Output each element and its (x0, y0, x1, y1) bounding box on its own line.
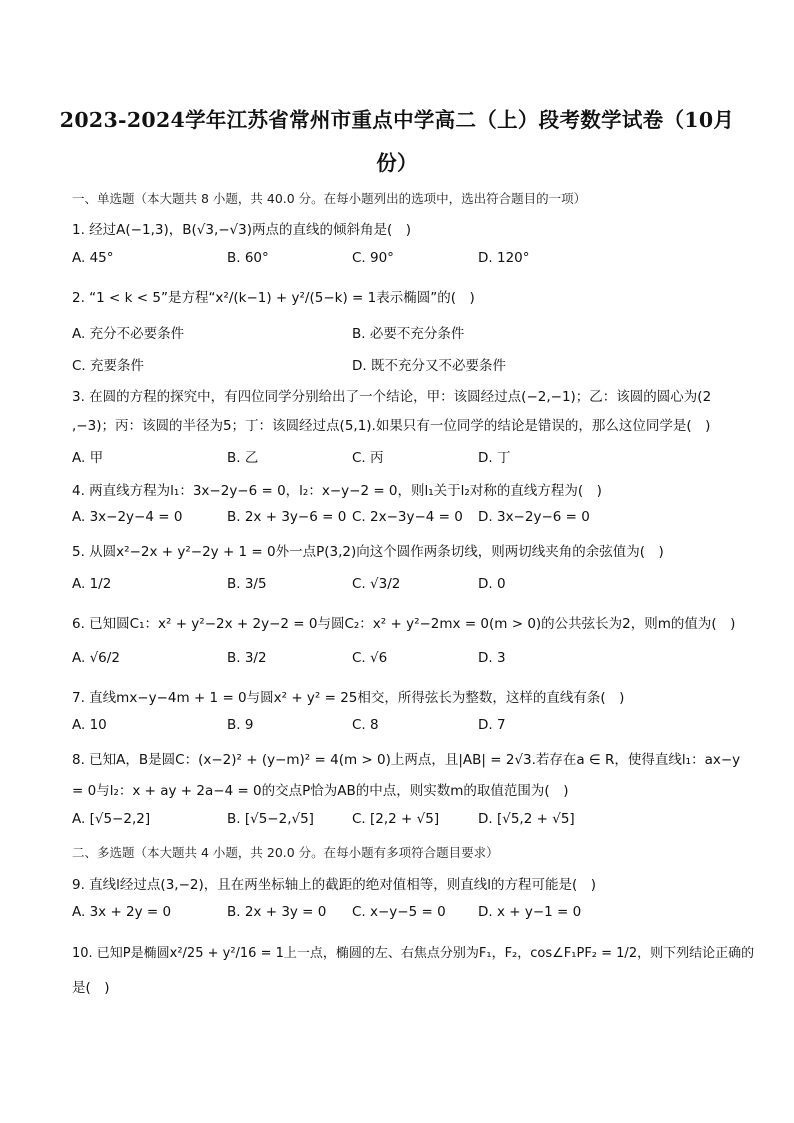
question-1-text: 1. 经过A(−1,3)，B(√3,−√3)两点的直线的倾斜角是( ) (72, 222, 412, 238)
section-multiple-choice-header: 二、多选题（本大题共 4 小题，共 20.0 分。在每小题有多项符合题目要求） (72, 845, 499, 860)
question-1-option-d: D. 120° (478, 250, 530, 266)
question-2-option-b: B. 必要不充分条件 (352, 326, 465, 342)
question-10-text-line1: 10. 已知P是椭圆x²/25 + y²/16 = 1上一点，椭圆的左、右焦点分别为F₁，F₂，cos∠F₁PF₂ = 1/2，则下列结论正确的 (72, 946, 755, 961)
question-1-option-b: B. 60° (227, 250, 269, 266)
question-6-option-d: D. 3 (478, 650, 506, 666)
question-5-option-a: A. 1/2 (72, 576, 112, 592)
question-3-option-a: A. 甲 (72, 450, 104, 466)
question-4-option-b: B. 2x + 3y−6 = 0 (227, 509, 347, 525)
question-8-option-d: D. [√5,2 + √5] (478, 811, 575, 827)
question-3-option-c: C. 丙 (352, 450, 384, 466)
question-9-option-a: A. 3x + 2y = 0 (72, 904, 172, 920)
question-4-option-c: C. 2x−3y−4 = 0 (352, 509, 463, 525)
question-9-text: 9. 直线l经过点(3,−2)，且在两坐标轴上的截距的绝对值相等，则直线l的方程可能是( ) (72, 877, 597, 893)
question-4-text: 4. 两直线方程为l₁：3x−2y−6 = 0，l₂：x−y−2 = 0，则l₁关于l₂对称的直线方程为( ) (72, 483, 602, 499)
question-5-text: 5. 从圆x²−2x + y²−2y + 1 = 0外一点P(3,2)向这个圆作两条切线，则两切线夹角的余弦值为( ) (72, 544, 664, 560)
question-3-option-d: D. 丁 (478, 450, 511, 466)
question-4-option-a: A. 3x−2y−4 = 0 (72, 509, 183, 525)
question-8-option-b: B. [√5−2,√5] (227, 811, 314, 827)
question-6-option-c: C. √6 (352, 650, 388, 666)
question-7-option-c: C. 8 (352, 717, 379, 733)
question-2-option-a: A. 充分不必要条件 (72, 326, 185, 342)
question-9-option-d: D. x + y−1 = 0 (478, 904, 582, 920)
question-1-option-a: A. 45° (72, 250, 114, 266)
question-7-text: 7. 直线mx−y−4m + 1 = 0与圆x² + y² = 25相交，所得弦长为整数，这样的直线有条( ) (72, 690, 625, 706)
question-8-options (72, 811, 722, 833)
question-9-option-b: B. 2x + 3y = 0 (227, 904, 327, 920)
question-2-option-c: C. 充要条件 (72, 358, 145, 374)
question-6-text: 6. 已知圆C₁：x² + y²−2x + 2y−2 = 0与圆C₂：x² + y²−2mx = 0(m > 0)的公共弦长为2，则m的值为( ) (72, 616, 736, 632)
section-single-choice-header: 一、单选题（本大题共 8 小题，共 40.0 分。在每小题列出的选项中，选出符合题目的一项） (72, 191, 587, 206)
exam-title-line2: 份） (376, 151, 418, 175)
question-7-option-d: D. 7 (478, 717, 506, 733)
question-3-text-line2: ,−3)；丙：该圆的半径为5；丁：该圆经过点(5,1).如果只有一位同学的结论是错误的，那么这位同学是( ) (72, 418, 711, 434)
question-8-option-a: A. [√5−2,2] (72, 811, 151, 827)
question-5-option-d: D. 0 (478, 576, 506, 592)
question-2-options-row1 (72, 322, 722, 344)
question-3-text-line1: 3. 在圆的方程的探究中，有四位同学分别给出了一个结论，甲：该圆经过点(−2,−1)；乙：该圆的圆心为(2 (72, 389, 712, 405)
question-1-options (72, 250, 722, 272)
question-4-option-d: D. 3x−2y−6 = 0 (478, 509, 590, 525)
question-8-text-line2: = 0与l₂：x + ay + 2a−4 = 0的交点P恰为AB的中点，则实数m的取值范围为( ) (72, 783, 569, 799)
question-5-option-b: B. 3/5 (227, 576, 267, 592)
question-7-option-a: A. 10 (72, 717, 107, 733)
question-2-options-row2 (72, 354, 722, 376)
question-7-option-b: B. 9 (227, 717, 254, 733)
question-2-option-d: D. 既不充分又不必要条件 (352, 358, 506, 374)
question-5-option-c: C. √3/2 (352, 576, 401, 592)
question-9-option-c: C. x−y−5 = 0 (352, 904, 446, 920)
question-4-options (72, 509, 722, 531)
question-8-text-line1: 8. 已知A，B是圆C：(x−2)² + (y−m)² = 4(m > 0)上两点，且|AB| = 2√3.若存在a ∈ R，使得直线l₁：ax−y (72, 752, 741, 768)
question-6-option-b: B. 3/2 (227, 650, 267, 666)
question-7-options (72, 717, 722, 739)
question-3-option-b: B. 乙 (227, 450, 259, 466)
question-2-text: 2. “1 < k < 5”是方程“x²/(k−1) + y²/(5−k) = 1表示椭圆”的( ) (72, 290, 475, 306)
question-6-option-a: A. √6/2 (72, 650, 120, 666)
exam-title-line1: 2023-2024学年江苏省常州市重点中学高二（上）段考数学试卷（10月 (59, 108, 735, 132)
question-5-options (72, 576, 722, 598)
question-6-options (72, 650, 722, 672)
question-8-option-c: C. [2,2 + √5] (352, 811, 440, 827)
question-3-options (72, 446, 722, 468)
question-9-options (72, 904, 722, 926)
question-1-option-c: C. 90° (352, 250, 394, 266)
question-10-text-line2: 是( ) (72, 980, 110, 996)
